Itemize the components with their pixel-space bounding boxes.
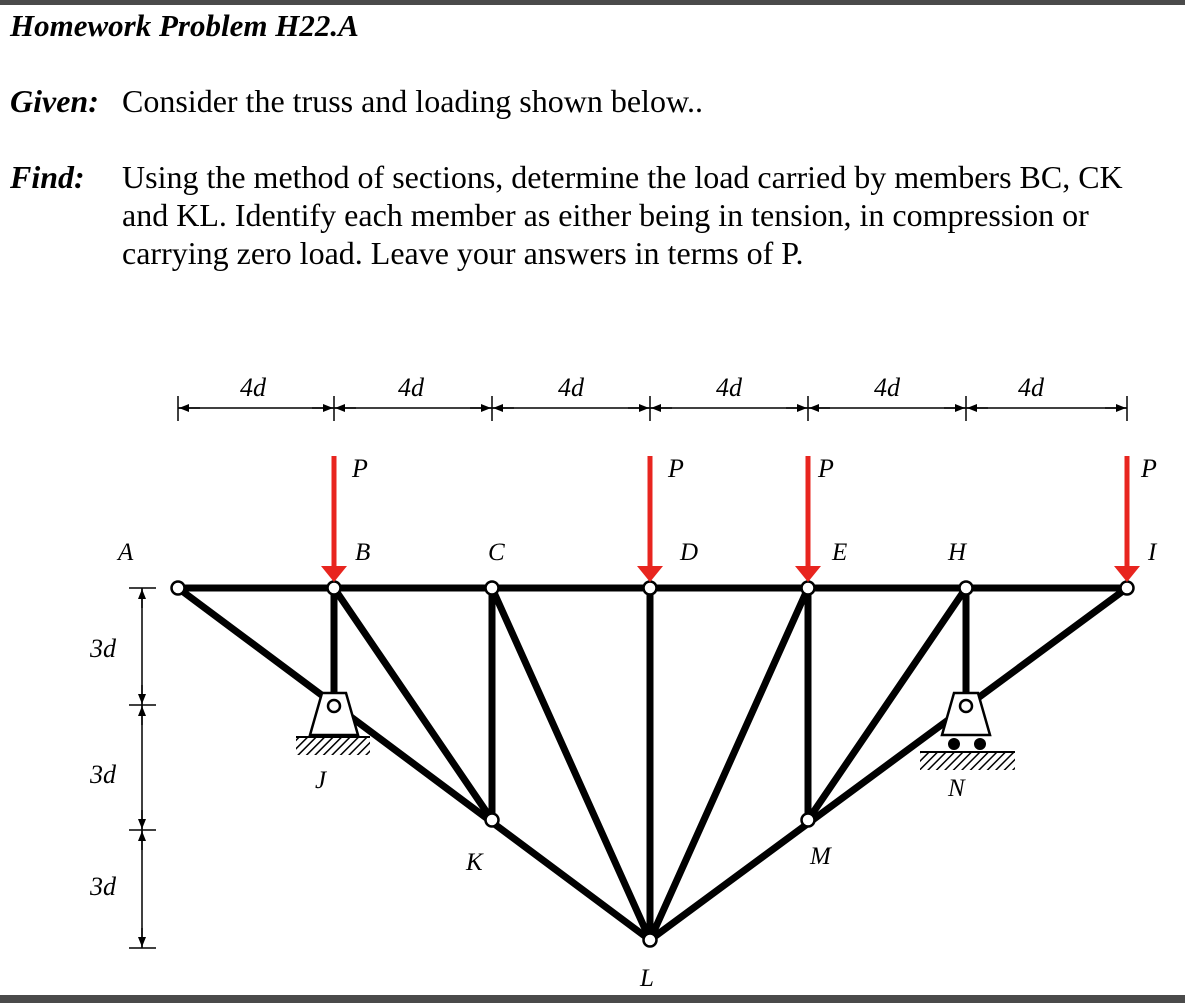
dimension-label: 4d [398,373,424,402]
find-line: carrying zero load. Leave your answers in terms of P. [122,235,804,271]
joint-M [802,814,815,827]
dimension-label: 3d [90,760,116,789]
joint-L [644,934,657,947]
load-label: P [668,454,684,483]
dimension-label: 3d [90,872,116,901]
dimension-label: 4d [558,373,584,402]
horizontal-dimensions [178,373,1127,421]
vertical-dimensions [89,588,156,948]
node-label-I: I [1148,539,1157,566]
joint-C [486,582,499,595]
dimension-label: 4d [716,373,742,402]
member-EL [650,588,808,940]
bottom-rule [0,995,1185,1003]
pin-icon [328,700,340,712]
ground-hatch [296,737,370,755]
ground-hatch [920,752,1015,770]
member-AL [178,588,650,940]
node-label-N: N [948,775,965,802]
roller-wheel-icon [948,738,960,750]
load-arrow-head [1114,566,1140,582]
find-line: and KL. Identify each member as either being in tension, in compression or [122,197,1089,233]
joint-K [486,814,499,827]
node-label-C: C [488,539,505,566]
joint-I [1121,582,1134,595]
node-label-K: K [466,849,483,876]
dimension-label: 3d [90,634,116,663]
dimension-label: 4d [1018,373,1044,402]
load-label: P [818,454,834,483]
joint-A [172,582,185,595]
loads [321,454,1157,582]
joint-B [328,582,341,595]
member-IL [650,588,1127,940]
given-text: Consider the truss and loading shown below.. [122,83,703,119]
given-label: Given [10,83,89,119]
roller-wheel-icon [974,738,986,750]
find-line: Using the method of sections, determine the load carried by members BC, CK [122,159,1123,195]
node-label-B: B [355,539,371,566]
load-arrow-head [321,566,347,582]
joint-E [802,582,815,595]
node-label-J: J [315,767,327,794]
node-label-M: M [810,843,831,870]
member-BK [334,588,492,820]
load-arrow-head [637,566,663,582]
load-arrow-D [637,454,684,582]
find-label: Find [10,159,75,195]
load-arrow-head [795,566,821,582]
node-label-D: D [680,539,699,566]
joint-D [644,582,657,595]
load-arrow-E [795,454,834,582]
load-label: P [352,454,368,483]
node-label-L: L [640,965,654,992]
dimension-label: 4d [240,373,266,402]
problem-title: Homework Problem H22.A [10,8,359,43]
member-CL [492,588,650,940]
joint-H [960,582,973,595]
dimension-label: 4d [874,373,900,402]
load-label: P [1141,454,1157,483]
pin-icon [960,700,972,712]
member-HM [808,588,966,820]
node-label-H: H [948,539,967,566]
node-label-E: E [832,539,848,566]
node-label-A: A [118,539,134,566]
